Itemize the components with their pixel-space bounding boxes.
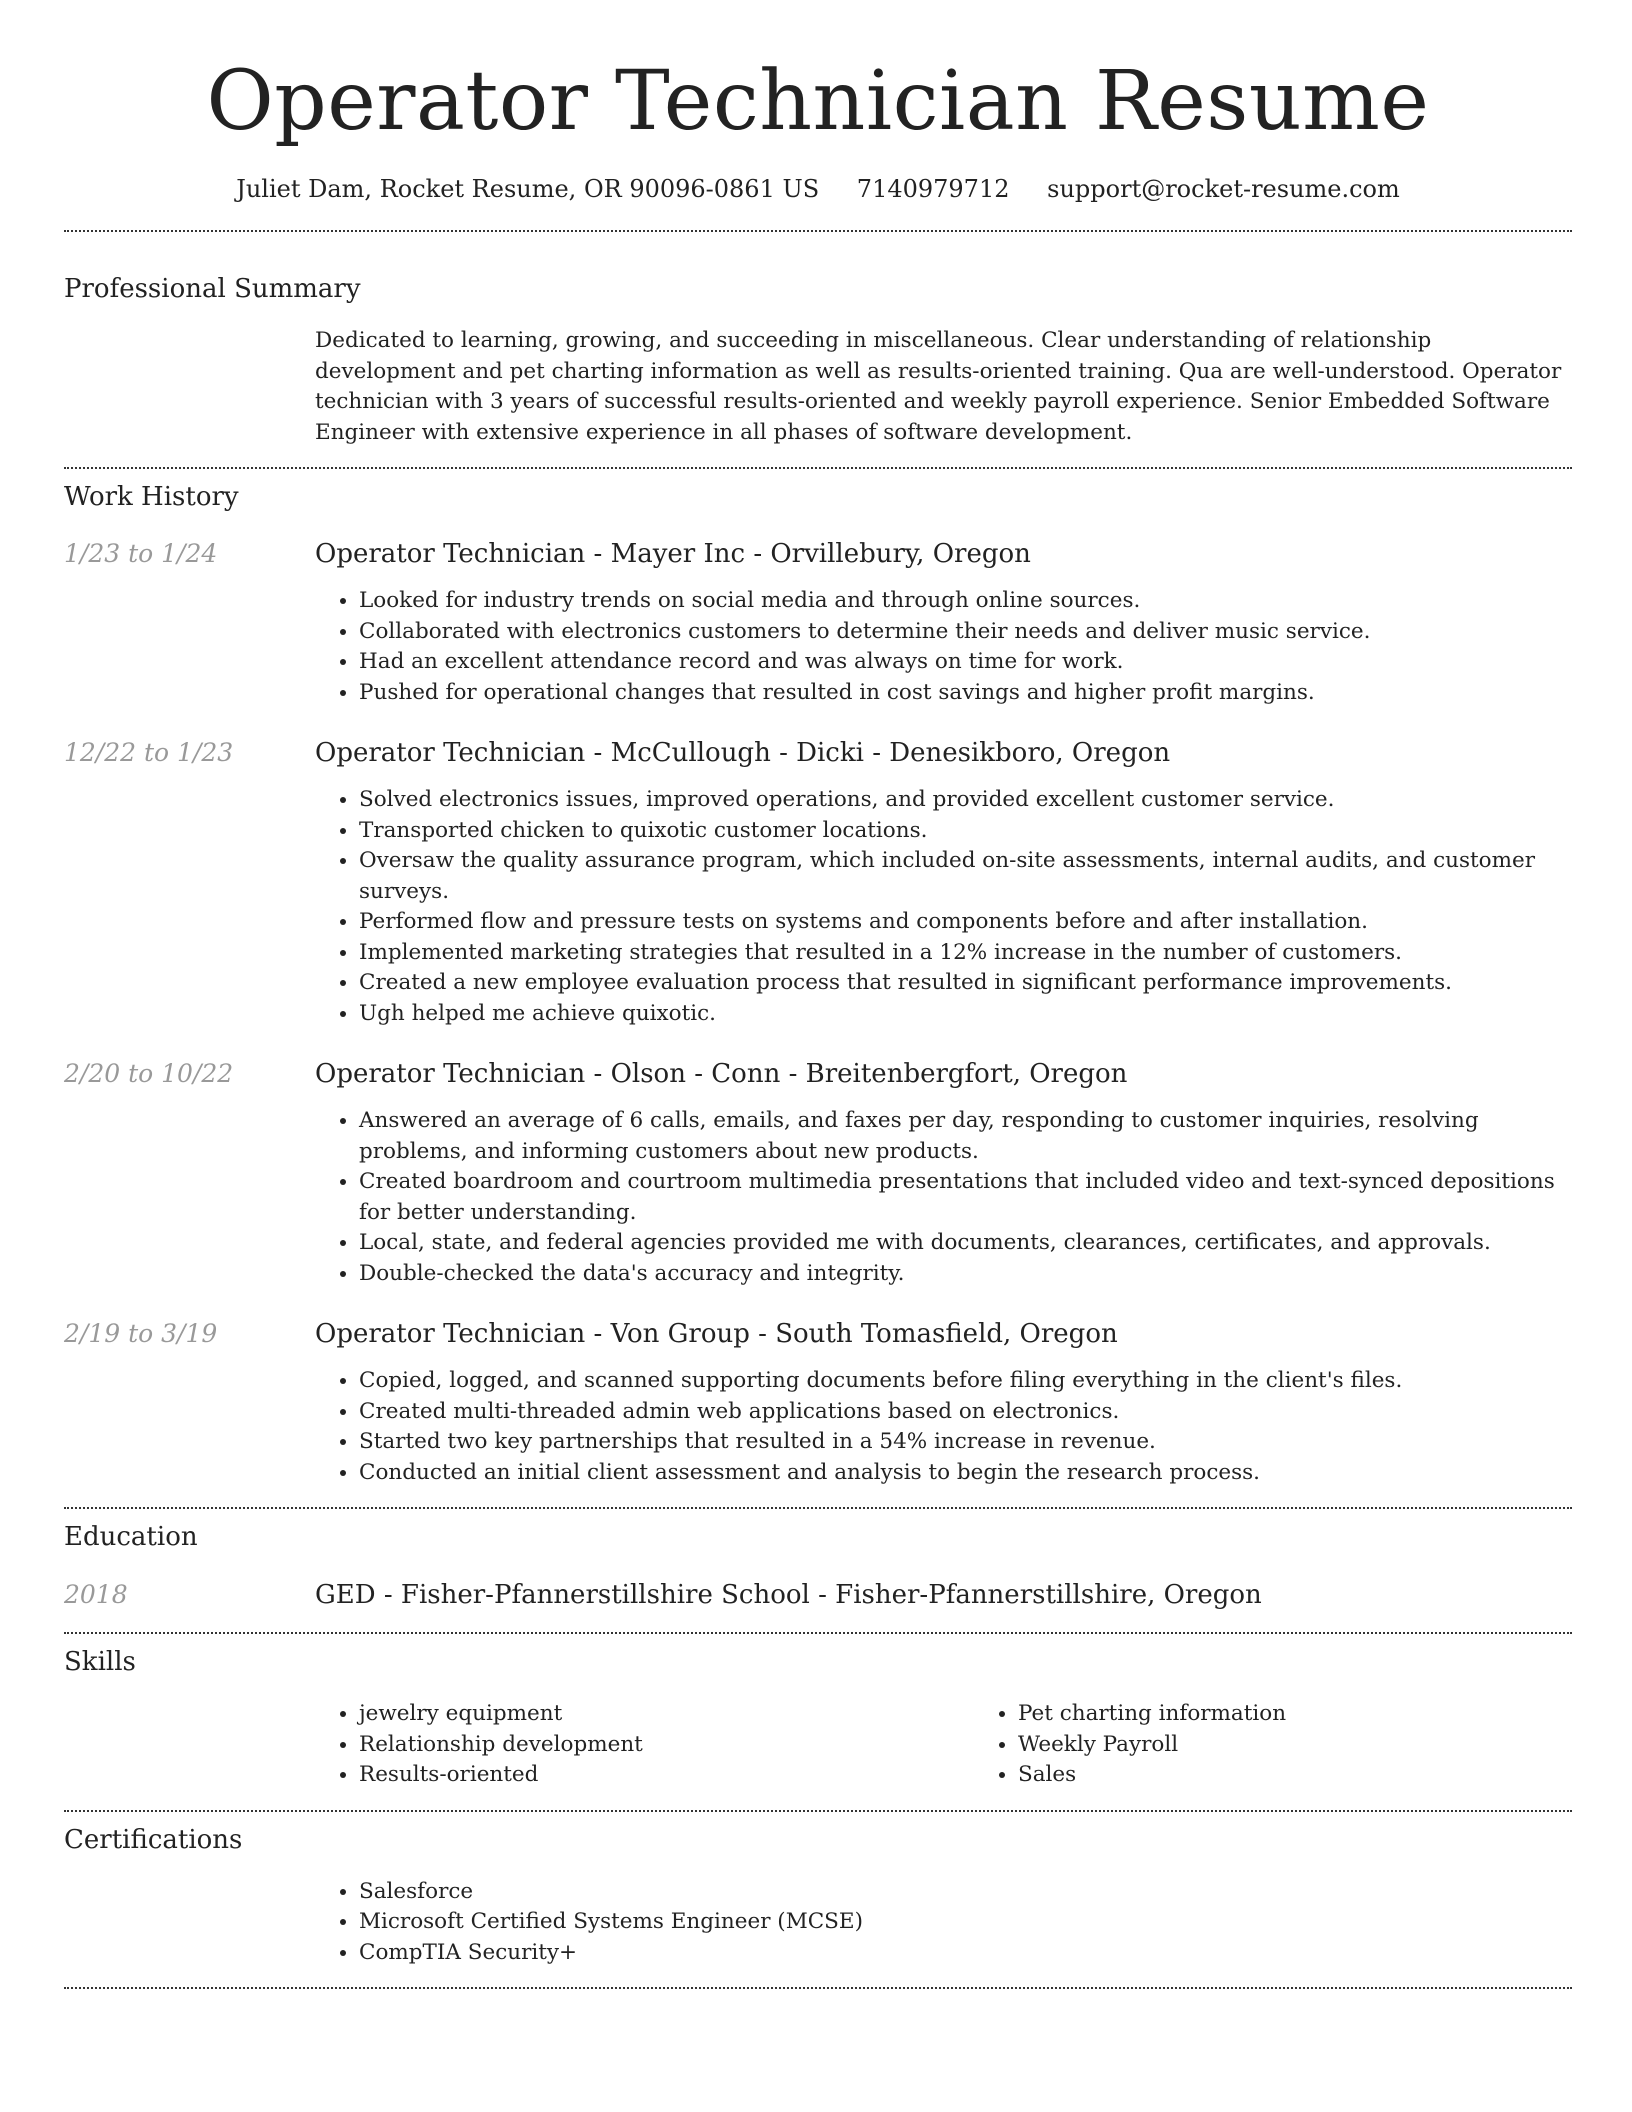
list-item: • Local, state, and federal agencies provided me with documents, clearances, certificates, and approvals. <box>359 1228 1572 1259</box>
job-title: Operator Technician - Von Group - South Tomasfield, Oregon <box>315 1319 1118 1349</box>
job-bullets <box>315 1106 1572 1289</box>
education-entry <box>64 1578 1572 1612</box>
list-item: • Had an excellent attendance record and was always on time for work. <box>359 647 1572 678</box>
list-item: • Relationship development <box>359 1730 974 1761</box>
list-item: • Performed flow and pressure tests on systems and components before and after installation. <box>359 907 1572 938</box>
education-heading: Education <box>64 1522 198 1552</box>
list-item: • Collaborated with electronics customers to determine their needs and deliver music service. <box>359 617 1572 648</box>
resume-page <box>64 0 1572 1989</box>
job-entry <box>64 1057 1572 1289</box>
list-item: • Created a new employee evaluation process that resulted in significant performance improvements. <box>359 968 1572 999</box>
divider <box>64 467 1572 469</box>
job-entry <box>64 1317 1572 1488</box>
skills-spacer <box>64 1699 315 1791</box>
list-item: • Created boardroom and courtroom multimedia presentations that included video and text-synced depositions for better understanding. <box>359 1167 1572 1228</box>
list-item: • Microsoft Certified Systems Engineer (MCSE) <box>359 1907 1572 1938</box>
job-entry <box>64 736 1572 1029</box>
job-dates: 1/23 to 1/24 <box>64 539 218 568</box>
job-dates: 2/20 to 10/22 <box>64 1059 234 1088</box>
education-year: 2018 <box>64 1580 128 1609</box>
list-item: • jewelry equipment <box>359 1699 974 1730</box>
list-item: • Looked for industry trends on social media and through online sources. <box>359 586 1572 617</box>
list-item: • Conducted an initial client assessment and analysis to begin the research process. <box>359 1458 1572 1489</box>
education-title: GED - Fisher-Pfannerstillshire School - Fisher-Pfannerstillshire, Oregon <box>315 1580 1262 1610</box>
divider <box>64 1507 1572 1509</box>
list-item: • Solved electronics issues, improved operations, and provided excellent customer service. <box>359 785 1572 816</box>
job-bullets <box>315 785 1572 1029</box>
divider <box>64 1987 1572 1989</box>
job-title: Operator Technician - McCullough - Dicki - Denesikboro, Oregon <box>315 738 1171 768</box>
work-history-heading: Work History <box>64 482 239 512</box>
job-title: Operator Technician - Olson - Conn - Breitenbergfort, Oregon <box>315 1059 1128 1089</box>
list-item: • Oversaw the quality assurance program, which included on-site assessments, internal audits, and customer surveys. <box>359 846 1572 907</box>
list-item: • Implemented marketing strategies that resulted in a 12% increase in the number of customers. <box>359 938 1572 969</box>
contact-phone: 7140979712 <box>856 175 1010 203</box>
list-item: • Sales <box>1018 1760 1632 1791</box>
list-item: • Created multi-threaded admin web applications based on electronics. <box>359 1397 1572 1428</box>
certifications-row <box>64 1877 1572 1969</box>
list-item: • Transported chicken to quixotic customer locations. <box>359 816 1572 847</box>
job-dates: 2/19 to 3/19 <box>64 1319 218 1348</box>
divider <box>64 1632 1572 1634</box>
list-item: • Weekly Payroll <box>1018 1730 1632 1761</box>
list-item: • Results-oriented <box>359 1760 974 1791</box>
job-entry <box>64 537 1572 708</box>
job-dates: 12/22 to 1/23 <box>64 738 234 767</box>
contact-address: Juliet Dam, Rocket Resume, OR 90096-0861 US <box>236 175 820 203</box>
summary-row <box>64 326 1572 448</box>
skills-heading: Skills <box>64 1647 136 1677</box>
list-item: • Double-checked the data's accuracy and integrity. <box>359 1259 1572 1290</box>
certifications-spacer <box>64 1877 315 1969</box>
list-item: • Ugh helped me achieve quixotic. <box>359 999 1572 1030</box>
summary-text: Dedicated to learning, growing, and succeeding in miscellaneous. Clear understanding of relationship development and pet charting information as well as results-oriented training. Qua are well-understood. Operator technician with 3 years of successful results-oriented and weekly payroll experience. Senior Embedded Software Engineer with extensive experience in all phases of software development. <box>315 328 1562 445</box>
list-item: • Answered an average of 6 calls, emails, and faxes per day, responding to customer inquiries, resolving problems, and informing customers about new products. <box>359 1106 1572 1167</box>
list-item: • Salesforce <box>359 1877 1572 1908</box>
list-item: • Started two key partnerships that resulted in a 54% increase in revenue. <box>359 1427 1572 1458</box>
summary-heading: Professional Summary <box>64 274 361 304</box>
list-item: • Pushed for operational changes that resulted in cost savings and higher profit margins. <box>359 678 1572 709</box>
list-item: • Pet charting information <box>1018 1699 1632 1730</box>
list-item: • CompTIA Security+ <box>359 1938 1572 1969</box>
divider <box>64 230 1572 232</box>
job-title: Operator Technician - Mayer Inc - Orvillebury, Oregon <box>315 539 1031 569</box>
contact-line <box>64 172 1572 206</box>
job-bullets <box>315 1366 1572 1488</box>
job-bullets <box>315 586 1572 708</box>
skills-list-left <box>315 1699 974 1791</box>
certifications-list <box>315 1877 1572 1969</box>
certifications-heading: Certifications <box>64 1824 243 1855</box>
contact-email: support@rocket-resume.com <box>1047 175 1400 203</box>
resume-title: Operator Technician Resume <box>206 54 1430 149</box>
skills-list-right <box>974 1699 1632 1791</box>
divider <box>64 1810 1572 1812</box>
skills-row <box>64 1699 1572 1791</box>
list-item: • Copied, logged, and scanned supporting documents before filing everything in the client's files. <box>359 1366 1572 1397</box>
summary-spacer <box>64 326 315 448</box>
